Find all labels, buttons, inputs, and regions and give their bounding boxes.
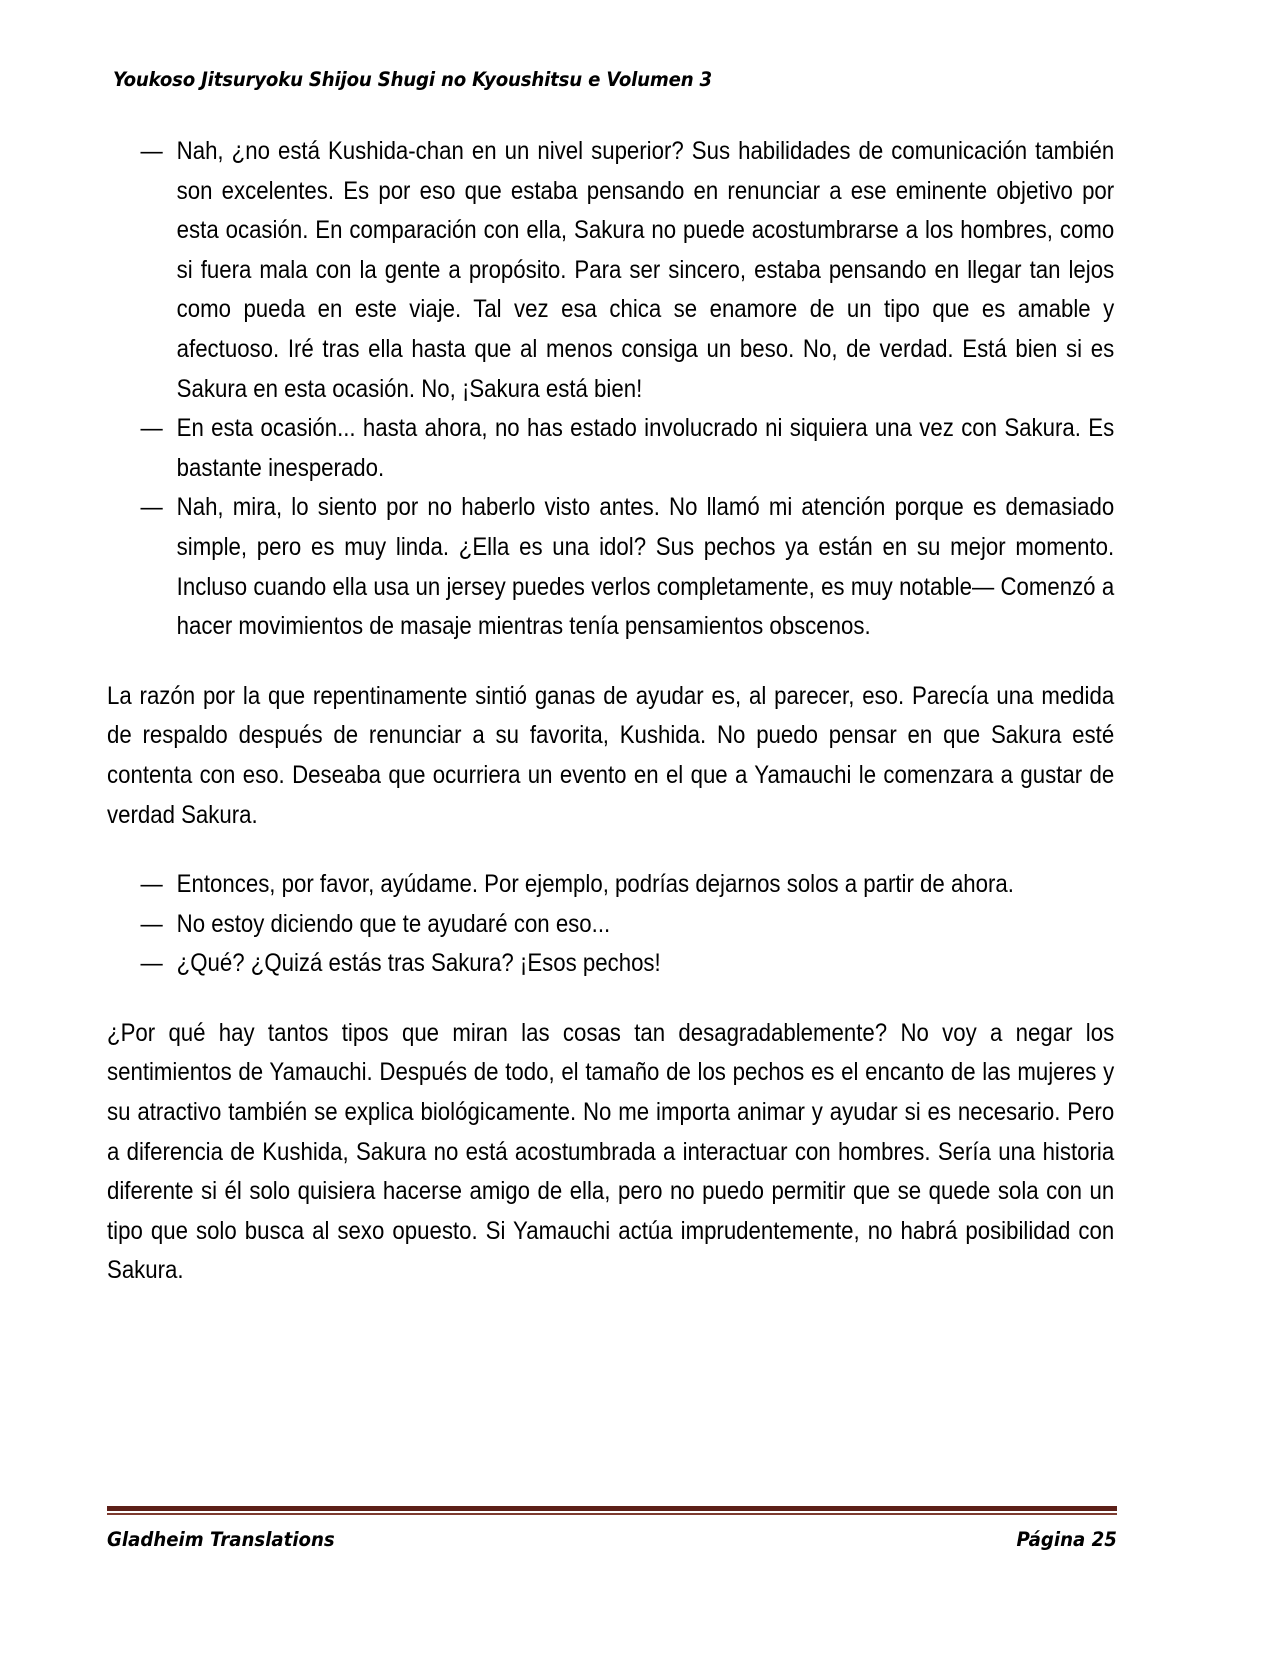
dialogue-line bbox=[107, 132, 1114, 409]
dialogue-block-2 bbox=[107, 865, 1114, 984]
dialogue-line bbox=[107, 488, 1114, 646]
dialogue-text: En esta ocasión... hasta ahora, no has estado involucrado ni siquiera una vez con Sakura. Es bastante inesperado. bbox=[176, 414, 1115, 482]
em-dash-marker: — bbox=[140, 137, 163, 165]
spacer bbox=[107, 835, 1114, 865]
dialogue-text: Nah, mira, lo siento por no haberlo visto antes. No llamó mi atención porque es demasiado simple, pero es muy linda. ¿Ella es una idol? Sus pechos ya están en su mejor momento. Incluso cuando ella usa un jersey puedes verlos completamente, es muy notable— Comenzó a hacer movimientos de masaje mientras tenía pensamientos obscenos. bbox=[176, 493, 1115, 641]
dialogue-block-1 bbox=[107, 132, 1114, 647]
footer-row bbox=[107, 1528, 1117, 1551]
page-content bbox=[107, 132, 1114, 1291]
em-dash-marker: — bbox=[140, 949, 163, 978]
footer-rule-thin bbox=[107, 1513, 1117, 1515]
dialogue-text: Entonces, por favor, ayúdame. Por ejemplo, podrías dejarnos solos a partir de ahora. bbox=[176, 870, 1014, 899]
page-number: Página 25 bbox=[1016, 1528, 1117, 1551]
body-paragraph-1: La razón por la que repentinamente sintió ganas de ayudar es, al parecer, eso. Parecía una medida de respaldo después de renunciar a su favorita, Kushida. No puedo pensar en que Sakura esté contenta con eso. Deseaba que ocurriera un evento en el que a Yamauchi le comenzara a gustar de verdad Sakura. bbox=[107, 681, 1115, 829]
spacer bbox=[107, 984, 1114, 1014]
dialogue-text: Nah, ¿no está Kushida-chan en un nivel superior? Sus habilidades de comunicación también son excelentes. Es por eso que estaba pensando en renunciar a ese eminente objetivo por esta ocasión. En comparación con ella, Sakura no puede acostumbrarse a los hombres, como si fuera mala con la gente a propósito. Para ser sincero, estaba pensando en llegar tan lejos como pueda en este viaje. Tal vez esa chica se enamore de un tipo que es amable y afectuoso. Iré tras ella hasta que al menos consiga un beso. No, de verdad. Está bien si es Sakura en esta ocasión. No, ¡Sakura está bien! bbox=[176, 137, 1115, 403]
page-header bbox=[113, 68, 1168, 91]
em-dash-marker: — bbox=[140, 870, 163, 899]
em-dash-marker: — bbox=[140, 909, 163, 938]
dialogue-line bbox=[107, 409, 1114, 488]
spacer bbox=[107, 647, 1114, 677]
body-paragraph-2: ¿Por qué hay tantos tipos que miran las cosas tan desagradablemente? No voy a negar los sentimientos de Yamauchi. Después de todo, el tamaño de los pechos es el encanto de las mujeres y su atractivo también se explica biológicamente. No me importa animar y ayudar si es necesario. Pero a diferencia de Kushida, Sakura no está acostumbrada a interactuar con hombres. Sería una historia diferente si él solo quisiera hacerse amigo de ella, pero no puedo permitir que se quede sola con un tipo que solo busca al sexo opuesto. Si Yamauchi actúa imprudentemente, no habrá posibilidad con Sakura. bbox=[107, 1018, 1115, 1285]
dialogue-line bbox=[107, 865, 1114, 905]
page-footer bbox=[107, 1506, 1117, 1551]
dialogue-line bbox=[107, 905, 1114, 945]
dialogue-text: No estoy diciendo que te ayudaré con eso... bbox=[176, 909, 611, 938]
translator-credit: Gladheim Translations bbox=[107, 1528, 335, 1551]
em-dash-marker: — bbox=[140, 414, 163, 443]
dialogue-text: ¿Qué? ¿Quizá estás tras Sakura? ¡Esos pechos! bbox=[176, 949, 661, 978]
book-title: Youkoso Jitsuryoku Shijou Shugi no Kyoushitsu e Volumen 3 bbox=[113, 68, 713, 91]
em-dash-marker: — bbox=[140, 493, 163, 522]
dialogue-line bbox=[107, 944, 1114, 984]
